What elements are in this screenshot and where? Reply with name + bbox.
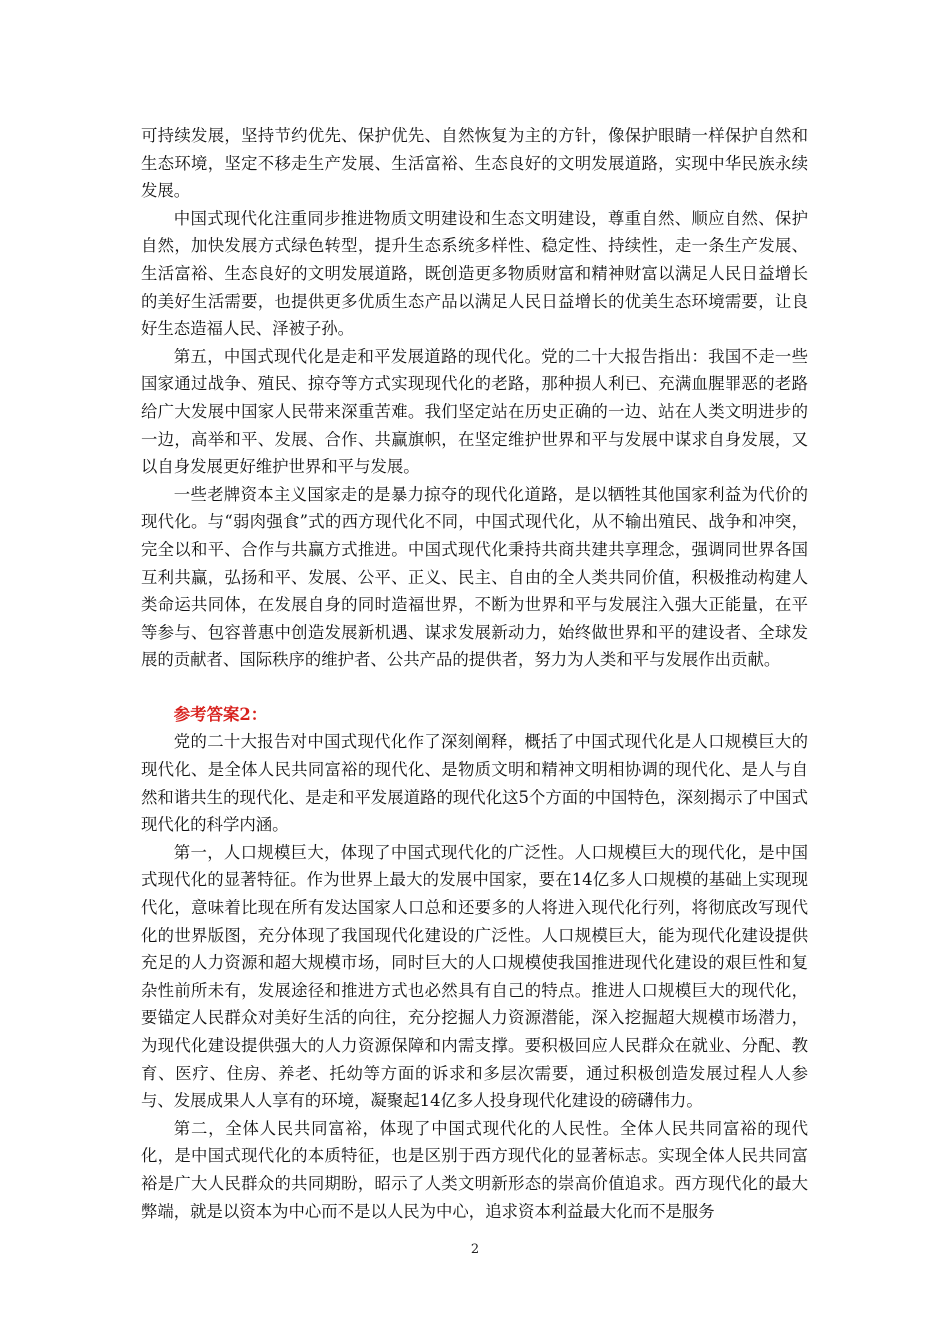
paragraph-overview: 党的二十大报告对中国式现代化作了深刻阐释，概括了中国式现代化是人口规模巨大的现代化、是全体人民共同富裕的现代化、是物质文明和精神文明相协调的现代化、是人与自然和谐共生的现代化、是走和平发展道路的现代化这5个方面的中国特色，深刻揭示了中国式现代化的科学内涵。 (141, 732, 808, 835)
paragraph-peaceful-development: 第五，中国式现代化是走和平发展道路的现代化。党的二十大报告指出：我国不走一些国家通过战争、殖民、掠夺等方式实现现代化的老路，那种损人利已、充满血腥罪恶的老路给广大发展中国家人民带来深重苦难。我们坚定站在历史正确的一边、站在人类文明进步的一边，高举和平、发展、合作、共赢旗帜，在坚定维护世界和平与发展中谋求自身发展，又以自身发展更好维护世界和平与发展。 (141, 346, 808, 477)
document-body (141, 122, 808, 1225)
paragraph-continuation: 可持续发展，坚持节约优先、保护优先、自然恢复为主的方针，像保护眼睛一样保护自然和生态环境，坚定不移走生产发展、生活富裕、生态良好的文明发展道路，实现中华民族永续发展。 (141, 126, 808, 201)
answer-heading: 参考答案2： (173, 704, 268, 724)
page-number: 2 (470, 1242, 480, 1257)
paragraph-ecology: 中国式现代化注重同步推进物质文明建设和生态文明建设，尊重自然、顺应自然、保护自然，加快发展方式绿色转型，提升生态系统多样性、稳定性、持续性，走一条生产发展、生活富裕、生态良好的文明发展道路，既创造更多物质财富和精神财富以满足人民日益增长的美好生活需要，也提供更多优质生态产品以满足人民日益增长的优美生态环境需要，让良好生态造福人民、泽被子孙。 (141, 208, 808, 339)
paragraph-old-capitalist-countries: 一些老牌资本主义国家走的是暴力掠夺的现代化道路，是以牺牲其他国家利益为代价的现代化。与“弱肉强食”式的西方现代化不同，中国式现代化，从不输出殖民、战争和冲突，完全以和平、合作与共赢方式推进。中国式现代化秉持共商共建共享理念，强调同世界各国互利共赢，弘扬和平、发展、公平、正义、民主、自由的全人类共同价值，积极推动构建人类命运共同体，在发展自身的同时造福世界，不断为世界和平与发展注入强大正能量，在平等参与、包容普惠中创造发展新机遇、谋求发展新动力，始终做世界和平的建设者、全球发展的贡献者、国际秩序的维护者、公共产品的提供者，努力为人类和平与发展作出贡献。 (141, 484, 808, 670)
paragraph-common-prosperity: 第二，全体人民共同富裕，体现了中国式现代化的人民性。全体人民共同富裕的现代化，是中国式现代化的本质特征，也是区别于西方现代化的显著标志。实现全体人民共同富裕是广大人民群众的共同期盼，昭示了人类文明新形态的崇高价值追求。西方现代化的最大弊端，就是以资本为中心而不是以人民为中心，追求资本利益最大化而不是服务 (141, 1118, 808, 1221)
paragraph-population-scale: 第一，人口规模巨大，体现了中国式现代化的广泛性。人口规模巨大的现代化，是中国式现代化的显著特征。作为世界上最大的发展中国家，要在14亿多人口规模的基础上实现现代化，意味着比现在所有发达国家人口总和还要多的人将进入现代化行列，将彻底改写现代化的世界版图，充分体现了我国现代化建设的广泛性。人口规模巨大，能为现代化建设提供充足的人力资源和超大规模市场，同时巨大的人口规模使我国推进现代化建设的艰巨性和复杂性前所未有，发展途径和推进方式也必然具有自己的特点。推进人口规模巨大的现代化，要锚定人民群众对美好生活的向往，充分挖掘人力资源潜能，深入挖掘超大规模市场潜力，为现代化建设提供强大的人力资源保障和内需支撑。要积极回应人民群众在就业、分配、教育、医疗、住房、养老、托幼等方面的诉求和多层次需要，通过积极创造发展过程人人参与、发展成果人人享有的环境，凝聚起14亿多人投身现代化建设的磅礴伟力。 (141, 842, 808, 1111)
section-spacer (141, 674, 808, 701)
